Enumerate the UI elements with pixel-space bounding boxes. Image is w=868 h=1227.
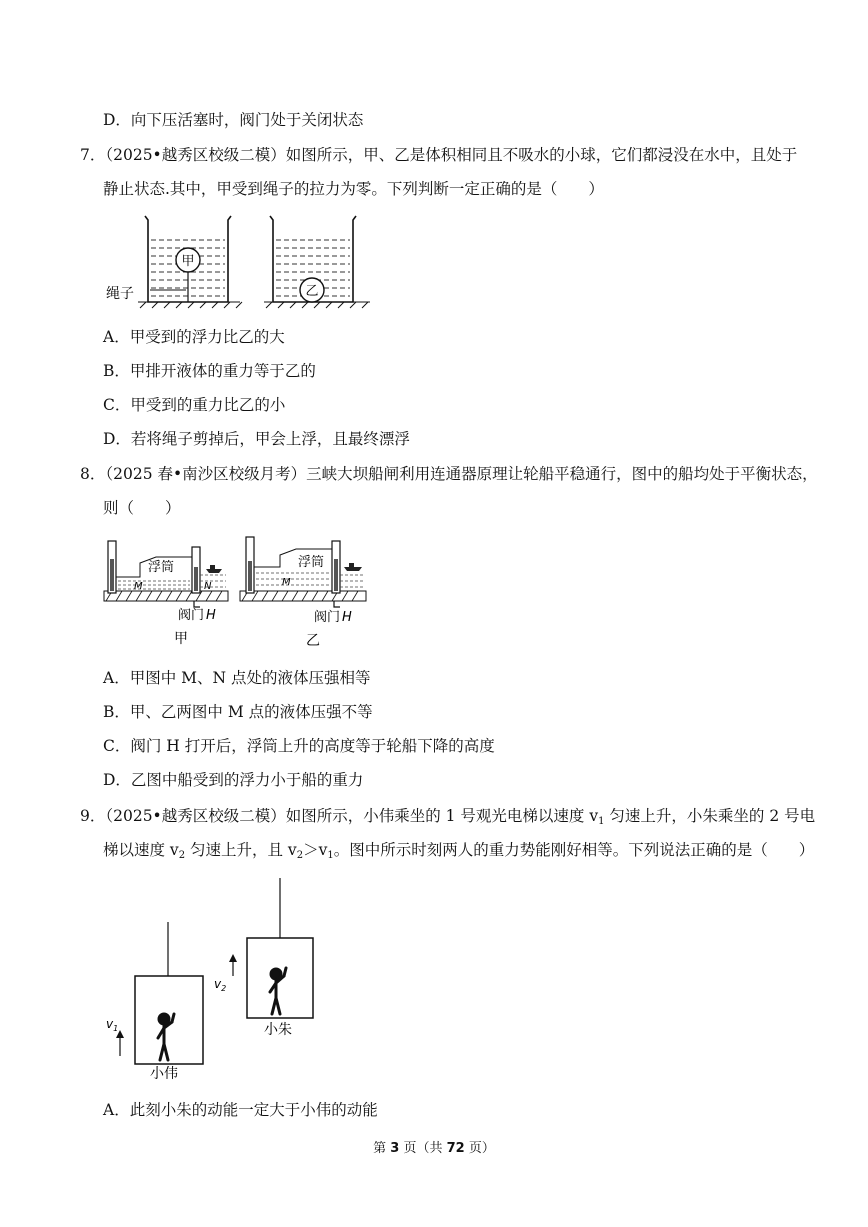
v1-label: $v_1$ xyxy=(106,1017,119,1033)
q8-option-b: B．甲、乙两图中 M 点的液体压强不等 xyxy=(103,703,373,721)
elevator-2 xyxy=(214,878,313,1038)
q9-stem-line2: 梯以速度 $v_2$ 匀速上升，且 $v_2>v_1$。图中所示时刻两人的重力势能刚好相等。下列说法正确的是（ ） xyxy=(103,841,815,861)
v2-label: $v_2$ xyxy=(214,977,227,993)
valve-letter-jia: H xyxy=(206,608,216,623)
q8-stem-line1: 8．（2025 春•南沙区校级月考）三峡大坝船闸利用连通器原理让轮船平稳通行，图中的船均处于平衡状态， xyxy=(80,465,818,483)
name-xiaozhu: 小朱 xyxy=(264,1022,292,1038)
q8-shiplock-figure xyxy=(100,533,380,655)
point-m-yi: M xyxy=(282,577,291,588)
name-xiaowei: 小伟 xyxy=(150,1066,178,1082)
q8-option-d: D．乙图中船受到的浮力小于船的重力 xyxy=(103,771,364,789)
caption-jia: 甲 xyxy=(174,631,188,647)
shiplock-yi xyxy=(240,537,366,649)
q9-option-a: A．此刻小朱的动能一定大于小伟的动能 xyxy=(103,1101,378,1119)
page-footer: 第 3 页（共 72 页） xyxy=(373,1141,495,1156)
q7-option-a: A．甲受到的浮力比乙的大 xyxy=(103,328,285,346)
q7-option-d: D．若将绳子剪掉后，甲会上浮，且最终漂浮 xyxy=(103,430,410,448)
q9-elevator-figure xyxy=(100,876,330,1088)
point-n-jia: N xyxy=(204,581,212,592)
person-xiaozhu xyxy=(270,968,286,1014)
q8-option-a: A．甲图中 M、N 点处的液体压强相等 xyxy=(103,669,371,687)
valve-label-yi: 阀门 xyxy=(314,610,341,625)
elevator-1 xyxy=(106,922,203,1082)
rope-label: 绳子 xyxy=(106,286,134,302)
q6-option-d: D．向下压活塞时，阀门处于关闭状态 xyxy=(103,111,364,129)
q8-option-c: C．阀门 H 打开后，浮筒上升的高度等于轮船下降的高度 xyxy=(103,737,495,755)
q9-stem-line1: 9．（2025•越秀区校级二模）如图所示，小伟乘坐的 1 号观光电梯以速度 $v_1$ 匀速上升，小朱乘坐的 2 号电 xyxy=(80,807,816,827)
q8-stem-line2: 则（ ） xyxy=(103,499,181,517)
ball-yi-label: 乙 xyxy=(305,284,319,299)
ball-jia-label: 甲 xyxy=(181,254,195,269)
beaker-jia xyxy=(138,216,242,308)
q7-beakers-figure xyxy=(100,210,390,318)
q7-stem-line2: 静止状态.其中，甲受到绳子的拉力为零。下列判断一定正确的是（ ） xyxy=(103,180,604,198)
point-m-jia: M xyxy=(134,581,143,592)
float-label-jia: 浮筒 xyxy=(148,560,175,575)
person-xiaowei xyxy=(158,1014,174,1060)
q7-option-c: C．甲受到的重力比乙的小 xyxy=(103,396,286,414)
shiplock-jia xyxy=(104,541,228,647)
valve-letter-yi: H xyxy=(342,610,352,625)
beaker-yi xyxy=(264,216,370,308)
q7-option-b: B．甲排开液体的重力等于乙的 xyxy=(103,362,316,380)
q7-stem-line1: 7．（2025•越秀区校级二模）如图所示，甲、乙是体积相同且不吸水的小球，它们都浸没在水中，且处于 xyxy=(80,146,798,164)
caption-yi: 乙 xyxy=(306,633,320,649)
valve-label-jia: 阀门 xyxy=(178,608,205,623)
float-label-yi: 浮筒 xyxy=(298,555,325,570)
